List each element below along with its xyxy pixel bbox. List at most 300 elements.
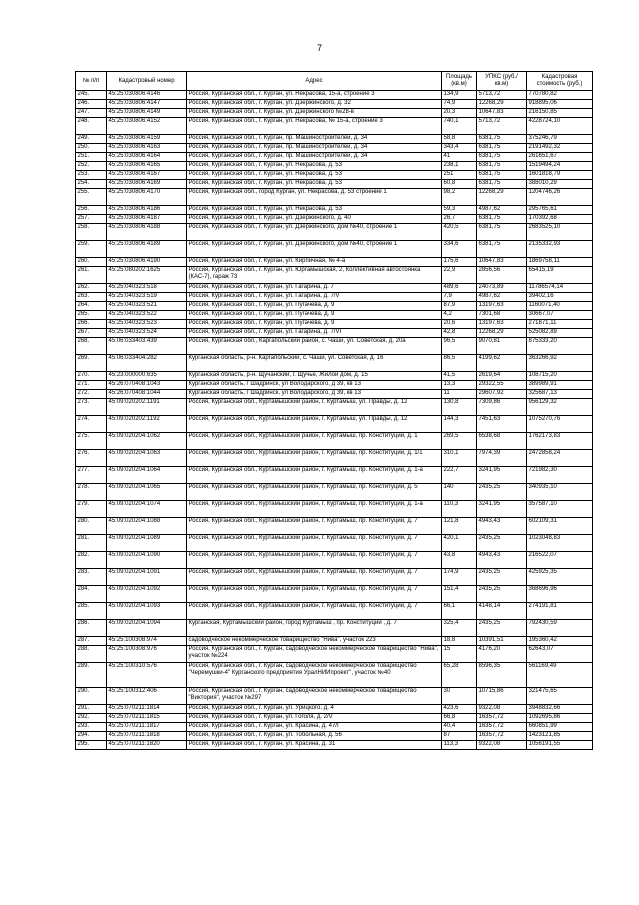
table-row [76,215,593,224]
cell-cadastral-value: 340935,10 [527,484,593,501]
cell-upks: 2435,25 [477,620,527,637]
cell-address: Россия, Курганская обл., г. Курган, ул. Урицкого, д. 4 [187,705,442,714]
cell-cadastral-number: 45:25:100308:974 [107,637,187,646]
cell-cadastral-number: 45:25:030806:4163 [107,144,187,153]
cell-area: 222,7 [442,467,477,484]
cell-address: Россия, Курганская обл., город Курган, ул. Некрасова, д. 53 строение 1 [187,189,442,206]
cell-cadastral-number: 45:25:080202:1625 [107,267,187,284]
cell-address: Россия, Курганская обл., г. Курган, ул. Пугачева, д. 9 [187,302,442,311]
cell-cadastral-value: 274191,81 [527,603,593,620]
header-cadastral-number: Кадастровый номер [107,72,187,91]
cell-address: Россия, Курганская обл., г. Курган, ул. Пугачева, д. 9 [187,320,442,329]
cell-address: Россия, Курганская обл., г. Курган, ул. Дзержинского, д. 40 [187,215,442,224]
cell-area: 11 [442,390,477,399]
cell-row-num: 262. [76,284,107,293]
cell-area: 42,8 [442,329,477,338]
cell-area: 130,8 [442,399,477,416]
cell-area: 140 [442,484,477,501]
cell-area: 74,9 [442,100,477,109]
cell-area: 113,3 [442,741,477,750]
cell-address: Россия, Курганская обл., г. Курган, ул. Некрасова, № 15-а, строение 3 [187,118,442,135]
cell-cadastral-number: 45:25:040323:518 [107,284,187,293]
cell-address: Курганская, Куртамышский район, город Куртамыш , пр. Конституции , д. 7 [187,620,442,637]
cell-cadastral-value: 30667,07 [527,311,593,320]
cell-upks: 4148,14 [477,603,527,620]
cell-row-num: 271. [76,381,107,390]
cell-cadastral-value: 357587,10 [527,501,593,518]
cell-address: Россия, Курганская обл., г. Курган, ул. Красина, д. 47/I [187,723,442,732]
cell-area: 269,5 [442,433,477,450]
cell-cadastral-value: 388010,29 [527,180,593,189]
cell-upks: 4943,43 [477,552,527,569]
cell-cadastral-value: 363266,92 [527,355,593,372]
cell-cadastral-value: 295765,61 [527,206,593,215]
table-row [76,637,593,646]
table-row [76,109,593,118]
cell-cadastral-value: 1075270,76 [527,416,593,433]
cell-cadastral-number: 45:25:030806:4187 [107,215,187,224]
cell-area: 420,1 [442,535,477,552]
cell-upks: 16357,72 [477,714,527,723]
cell-cadastral-value: 721982,30 [527,467,593,484]
cell-upks: 10391,51 [477,637,527,646]
cell-cadastral-number: 45:09:020204:1065 [107,484,187,501]
cell-upks: 4176,20 [477,646,527,663]
cell-address: Россия, Курганская обл., г. Курган, ул. Некрасова, д. 53 [187,171,442,180]
cell-address: Россия, Курганская обл., г. Курган, ул. Некрасова, 15-а, строение 3 [187,91,442,100]
cell-cadastral-number: 45:25:030806:4167 [107,171,187,180]
cell-cadastral-number: 45:25:030806:4186 [107,206,187,215]
cadastral-value-table [75,71,593,750]
cell-area: 325,4 [442,620,477,637]
cell-upks: 10647,83 [477,258,527,267]
cell-cadastral-number: 45:25:100312:406 [107,688,187,705]
cell-upks: 6381,75 [477,224,527,241]
cell-address: Россия, Курганская обл., г. Курган, ул. Тобольная, д. 56 [187,732,442,741]
cell-cadastral-number: 45:25:040323:524 [107,329,187,338]
cell-cadastral-value: 1023048,83 [527,535,593,552]
cell-address: Россия, Курганская обл., г. Курган, пр. Машиностроителей, д. 34 [187,135,442,144]
cell-area: 20,6 [442,320,477,329]
cell-row-num: 278. [76,484,107,501]
table-row [76,372,593,381]
table-row [76,311,593,320]
cell-upks: 12268,29 [477,189,527,206]
cell-cadastral-number: 45:25:100310:576 [107,663,187,688]
cell-area: 26,7 [442,215,477,224]
cell-cadastral-value: 1519494,24 [527,162,593,171]
cell-cadastral-number: 45:09:020204:1094 [107,620,187,637]
cell-row-num: 281. [76,535,107,552]
cell-cadastral-value: 875333,20 [527,338,593,355]
cell-address: Россия, Курганская обл., г. Курган, ул. Дзержинского, д. 32 [187,100,442,109]
table-row [76,450,593,467]
cell-row-num: 280. [76,518,107,535]
cell-cadastral-number: 45:06:033404:282 [107,355,187,372]
cell-area: 66,8 [442,714,477,723]
cell-address: Россия, Курганская обл., г. Курган, садоводческое некоммерческое товарищество "Виктория", участок №297 [187,688,442,705]
cell-cadastral-number: 45:09:020204:1074 [107,501,187,518]
table-row [76,293,593,302]
cell-area: 96,5 [442,338,477,355]
cell-cadastral-number: 45:09:020204:1064 [107,467,187,484]
cell-cadastral-value: 956129,32 [527,399,593,416]
cell-area: 59,3 [442,206,477,215]
cell-upks: 29322,55 [477,381,527,390]
cell-upks: 13197,63 [477,320,527,329]
cell-upks: 9322,08 [477,705,527,714]
cell-area: 151,4 [442,586,477,603]
cell-cadastral-value: 792430,59 [527,620,593,637]
table-row [76,284,593,293]
cell-upks: 3241,95 [477,467,527,484]
cell-area: 175,6 [442,258,477,267]
cell-cadastral-number: 45:25:030806:4152 [107,118,187,135]
cell-cadastral-value: 918895,06 [527,100,593,109]
cell-row-num: 263. [76,293,107,302]
cell-row-num: 264. [76,302,107,311]
cell-upks: 2856,56 [477,267,527,284]
cell-area: 20,3 [442,109,477,118]
table-row [76,399,593,416]
cell-cadastral-value: 561169,49 [527,663,593,688]
cell-cadastral-value: 170392,68 [527,215,593,224]
cell-area: 98,2 [442,189,477,206]
cell-cadastral-value: 2472858,24 [527,450,593,467]
cell-address: Россия, Курганская обл., г. Курган, ул. Кирпичная, № 4-а [187,258,442,267]
cell-upks: 6381,75 [477,144,527,153]
cell-row-num: 285. [76,603,107,620]
cell-cadastral-value: 1423121,85 [527,732,593,741]
cell-row-num: 255. [76,189,107,206]
cell-row-num: 268. [76,338,107,355]
cell-area: 144,3 [442,416,477,433]
cell-upks: 29607,92 [477,390,527,399]
cell-row-num: 275. [76,433,107,450]
cell-area: 43,8 [442,552,477,569]
cell-cadastral-number: 45:25:030806:4165 [107,162,187,171]
cell-row-num: 256. [76,206,107,215]
table-row [76,153,593,162]
cell-area: 66,1 [442,603,477,620]
cell-cadastral-value: 1204746,26 [527,189,593,206]
cell-row-num: 283. [76,569,107,586]
page-number: 7 [316,43,322,53]
cell-area: 174,9 [442,569,477,586]
cell-address: Россия, Курганская обл., г. Курган, ул. Гоголя, д. 2/V [187,714,442,723]
cell-upks: 6381,75 [477,153,527,162]
cell-upks: 4987,62 [477,206,527,215]
table-row [76,603,593,620]
cell-cadastral-number: 45:25:100308:976 [107,646,187,663]
cell-cadastral-value: 195360,42 [527,637,593,646]
cell-cadastral-value: 425925,35 [527,569,593,586]
cell-cadastral-number: 45:09:020204:1093 [107,603,187,620]
table-row [76,663,593,688]
cell-cadastral-number: 45:25:030806:4189 [107,241,187,258]
cell-cadastral-number: 45:09:020204:1089 [107,535,187,552]
cell-address: Россия, Курганская обл., г. Курган, садоводческое некоммерческое товарищество "Черемушки-4" Курганского предприятия УралНИИпроект", участок №40 [187,663,442,688]
cell-address: Россия, Курганская обл., Куртамышский район, г. Куртамыш, пр. Конституции, д. 1-а [187,467,442,484]
cell-row-num: 295. [76,741,107,750]
table-row [76,433,593,450]
cell-cadastral-number: 45:09:020204:1062 [107,433,187,450]
cell-row-num: 253. [76,171,107,180]
cell-row-num: 276. [76,450,107,467]
cell-cadastral-value: 3948832,66 [527,705,593,714]
cell-row-num: 287. [76,637,107,646]
cell-upks: 2435,25 [477,535,527,552]
cell-upks: 12268,29 [477,100,527,109]
cell-upks: 7309,86 [477,399,527,416]
table-row [76,741,593,750]
cell-cadastral-number: 45:25:070211:1818 [107,732,187,741]
cell-address: Россия, Курганская обл., г. Курган, ул. Некрасова, д. 53 [187,180,442,189]
cell-cadastral-value: 1601818,79 [527,171,593,180]
cell-cadastral-value: 1056191,55 [527,741,593,750]
cell-upks: 7974,39 [477,450,527,467]
cell-row-num: 289. [76,663,107,688]
cell-cadastral-value: 770780,82 [527,91,593,100]
cell-cadastral-number: 45:25:030806:4159 [107,135,187,144]
cell-upks: 3241,95 [477,501,527,518]
cell-row-num: 273. [76,399,107,416]
table-row [76,180,593,189]
table-row [76,338,593,355]
cell-cadastral-number: 45:25:030806:4149 [107,109,187,118]
cell-row-num: 250. [76,144,107,153]
cell-cadastral-number: 45:25:040323:521 [107,302,187,311]
cell-area: 40,4 [442,723,477,732]
cell-row-num: 266. [76,320,107,329]
table-row [76,535,593,552]
cell-cadastral-number: 45:06:033403:439 [107,338,187,355]
cell-row-num: 251. [76,153,107,162]
cell-address: Россия, Курганская обл., Куртамышский район, г. Куртамыш, ул. Правды, д. 12 [187,416,442,433]
cell-cadastral-value: 216522,07 [527,552,593,569]
cell-address: Россия, Курганская обл., Куртамышский район, г. Куртамыш, пр. Конституции, д. 7 [187,569,442,586]
table-row [76,732,593,741]
cell-cadastral-number: 45:09:020204:1063 [107,450,187,467]
cell-address: Россия, Курганская обл., г. Курган, ул. Пугачева, д. 9 [187,311,442,320]
cell-address: Россия, Курганская обл., Куртамышский район, г. Куртамыш, ул. Правды, д. 12 [187,399,442,416]
table-row [76,144,593,153]
cell-upks: 24073,89 [477,284,527,293]
cell-area: 343,4 [442,144,477,153]
cell-row-num: 269. [76,355,107,372]
header-cadastral-value: Кадастровая стоимость (руб.) [527,72,593,91]
cell-cadastral-number: 45:09:020204:1088 [107,518,187,535]
table-row [76,518,593,535]
cell-row-num: 260. [76,258,107,267]
table-row [76,723,593,732]
cell-cadastral-value: 261651,67 [527,153,593,162]
table-row [76,569,593,586]
cell-cadastral-number: 45:25:040323:519 [107,293,187,302]
cell-row-num: 293. [76,723,107,732]
table-row [76,100,593,109]
cell-cadastral-value: 39402,16 [527,293,593,302]
cell-cadastral-number: 45:25:070211:1815 [107,714,187,723]
cell-cadastral-number: 45:25:070211:1817 [107,723,187,732]
cell-address: Россия, Курганская обл., г. Курган, ул. Красина, д. 31 [187,741,442,750]
table-row [76,224,593,241]
table-row [76,171,593,180]
cell-cadastral-value: 389989,91 [527,381,593,390]
cell-cadastral-value: 62643,07 [527,646,593,663]
cell-cadastral-value: 65415,19 [527,267,593,284]
cell-upks: 6381,75 [477,215,527,224]
cell-cadastral-value: 1762173,83 [527,433,593,450]
cell-upks: 6381,75 [477,135,527,144]
cell-address: Курганская область, р-н. Каргапольский, с. Чаши, ул. Советская, д. 16 [187,355,442,372]
header-area: Площадь (кв.м) [442,72,477,91]
cell-row-num: 294. [76,732,107,741]
cell-upks: 5713,72 [477,91,527,100]
cell-address: Россия, Курганская обл., г. Курган, пр. Машиностроителей, д. 34 [187,144,442,153]
cell-address: Россия, Курганская обл., г. Курган, ул. Гагарина, д. 7/V [187,293,442,302]
table-row [76,241,593,258]
cell-cadastral-number: 45:26:070408:1043 [107,381,187,390]
cell-address: Россия, Курганская обл., Куртамышский район, г. Куртамыш, пр. Конституции, д. 5 [187,484,442,501]
cell-upks: 4987,62 [477,293,527,302]
table-row [76,91,593,100]
cell-cadastral-number: 45:25:070211:1820 [107,741,187,750]
table-row [76,705,593,714]
table-row [76,416,593,433]
cell-row-num: 252. [76,162,107,171]
cell-row-num: 291. [76,705,107,714]
cell-upks: 2435,25 [477,586,527,603]
cell-cadastral-value: 4228724,10 [527,118,593,135]
cell-cadastral-value: 368696,96 [527,586,593,603]
cell-upks: 9322,08 [477,741,527,750]
cell-cadastral-number: 45:25:030806:4170 [107,189,187,206]
cell-area: 41,5 [442,372,477,381]
cell-area: 22,9 [442,267,477,284]
cell-upks: 2619,64 [477,372,527,381]
cell-upks: 16357,72 [477,723,527,732]
table-row [76,118,593,135]
cell-cadastral-number: 45:25:030806:4169 [107,180,187,189]
cell-upks: 5713,72 [477,118,527,135]
cell-area: 121,8 [442,518,477,535]
cell-row-num: 288. [76,646,107,663]
cell-area: 740,1 [442,118,477,135]
cell-row-num: 292. [76,714,107,723]
cell-area: 30 [442,688,477,705]
cell-address: Россия, Курганская обл., Куртамышский район, г. Куртамыш, пр. Конституции, д. 7 [187,586,442,603]
cell-area: 7,9 [442,293,477,302]
cell-cadastral-value: 2191492,32 [527,144,593,153]
table-row [76,467,593,484]
table-row [76,206,593,215]
cell-cadastral-number: 45:09:020204:1092 [107,586,187,603]
cell-upks: 2435,25 [477,569,527,586]
cell-address: Россия, Курганская обл., Куртамышский район, г. Куртамыш, пр. Конституции, д. 7 [187,535,442,552]
cell-address: Россия, Курганская обл., Куртамышский район, г. Куртамыш, пр. Конституции, д. 1-а [187,501,442,518]
cell-address: Россия, Курганская обл., г. Курган, пр. Машиностроителей, д. 34 [187,153,442,162]
cell-cadastral-value: 660851,99 [527,723,593,732]
cell-upks: 8596,35 [477,663,527,688]
cell-area: 18,8 [442,637,477,646]
cell-area: 420,5 [442,224,477,241]
cell-address: садоводческое некоммерческое товарищество "Нива", участок 223 [187,637,442,646]
cell-cadastral-number: 45:25:030806:4147 [107,100,187,109]
table-row [76,329,593,338]
cell-cadastral-number: 45:25:070211:1814 [107,705,187,714]
header-num: № п/п [76,72,107,91]
cell-upks: 2435,25 [477,484,527,501]
cell-row-num: 279. [76,501,107,518]
cell-cadastral-value: 321475,65 [527,688,593,705]
table-row [76,688,593,705]
cell-address: Россия, Курганская обл., г. Курган, ул. Дзержинского, дом №40, строение 1 [187,241,442,258]
cell-row-num: 267. [76,329,107,338]
cell-row-num: 286. [76,620,107,637]
cell-address: Курганская область, г Шадринск, ул Володарского, д 39, кв 13 [187,390,442,399]
cell-area: 15 [442,646,477,663]
cell-row-num: 247. [76,109,107,118]
table-row [76,714,593,723]
cell-address: Россия, Курганская обл., Каргапольский район, с. Чаши, ул. Советская, д. 20а [187,338,442,355]
cell-cadastral-number: 45:09:020204:1090 [107,552,187,569]
cell-upks: 12268,29 [477,329,527,338]
cell-area: 423,6 [442,705,477,714]
cell-area: 251 [442,171,477,180]
cell-row-num: 272. [76,390,107,399]
table-row [76,302,593,311]
cell-address: Россия, Курганская обл., г. Курган, ул. Юргамышская, 2, Коллективная автостоянка (КАС-7), гараж 73 [187,267,442,284]
cell-area: 13,3 [442,381,477,390]
cell-row-num: 258. [76,224,107,241]
cell-cadastral-number: 45:25:040323:522 [107,311,187,320]
cell-address: Россия, Курганская обл., г. Курган, садоводческое некоммерческое товарищество "Нива", участок №224 [187,646,442,663]
cell-area: 110,3 [442,501,477,518]
cell-address: Россия, Курганская обл., г. Курган, ул. Некрасова, д. 53 [187,162,442,171]
cell-cadastral-number: 45:25:030806:4164 [107,153,187,162]
cell-row-num: 282. [76,552,107,569]
cell-address: Россия, Курганская обл., г. Курган, ул. Дзержинского, дом №40, строение 1 [187,224,442,241]
cell-address: Россия, Курганская обл., г. Курган, ул. Некрасова, д. 53 [187,206,442,215]
header-address: Адрес [187,72,442,91]
cell-row-num: 245. [76,91,107,100]
cell-row-num: 248. [76,118,107,135]
cell-row-num: 284. [76,586,107,603]
cell-upks: 6538,68 [477,433,527,450]
cell-cadastral-number: 45:26:070408:1044 [107,390,187,399]
cell-area: 86,5 [442,355,477,372]
cell-row-num: 261. [76,267,107,284]
cell-cadastral-value: 1869758,11 [527,258,593,267]
cell-area: 134,9 [442,91,477,100]
cell-cadastral-value: 325687,13 [527,390,593,399]
cell-cadastral-value: 2683525,10 [527,224,593,241]
table-row [76,646,593,663]
cell-address: Курганская область, р-н. Щучанский, г. Щучье, Жилой дом, д. 15 [187,372,442,381]
cell-upks: 10647,83 [477,109,527,118]
cell-cadastral-number: 45:25:030806:4190 [107,258,187,267]
cell-row-num: 290. [76,688,107,705]
cell-row-num: 249. [76,135,107,144]
cell-upks: 7301,68 [477,311,527,320]
cell-area: 310,1 [442,450,477,467]
cell-cadastral-value: 375246,79 [527,135,593,144]
cell-area: 58,8 [442,135,477,144]
cell-row-num: 254. [76,180,107,189]
cell-address: Россия, Курганская обл., г. Курган, ул. Дзержинского №28-в [187,109,442,118]
table-row [76,381,593,390]
